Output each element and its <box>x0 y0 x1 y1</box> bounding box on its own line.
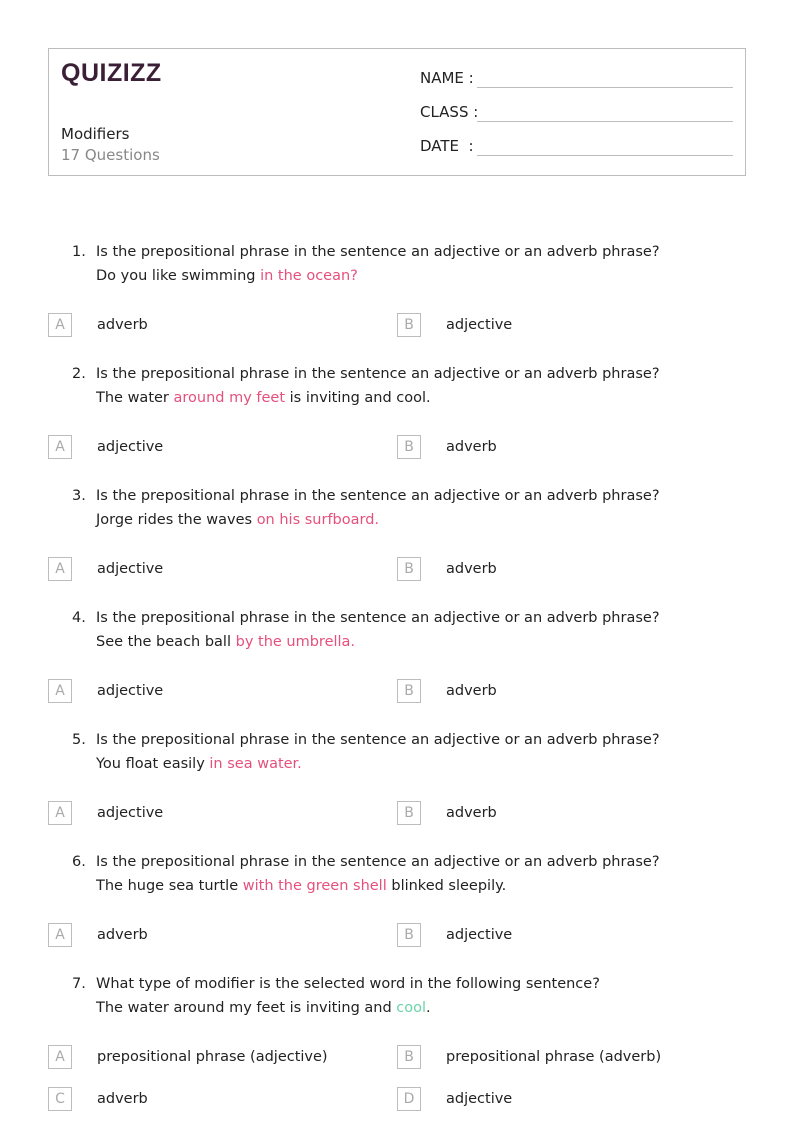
highlighted-phrase: around my feet <box>173 390 286 406</box>
name-field[interactable] <box>420 69 474 87</box>
question-item <box>48 606 748 703</box>
answer-option[interactable] <box>397 435 746 459</box>
question-sentence <box>96 264 748 288</box>
question-prompt: Is the prepositional phrase in the sentence an adjective or an adverb phrase? <box>96 244 660 260</box>
name-line <box>477 87 733 88</box>
date-line <box>477 155 733 156</box>
quizizz-logo: QUIZIZZ <box>61 59 162 87</box>
option-text: adjective <box>446 1091 513 1107</box>
question-number: 4. <box>72 610 86 626</box>
option-letter-box: A <box>48 1045 72 1069</box>
date-label: DATE : <box>420 137 474 155</box>
option-text: adverb <box>446 683 497 699</box>
option-text: adjective <box>97 683 164 699</box>
option-letter-box: B <box>397 923 421 947</box>
option-text: adjective <box>97 561 164 577</box>
option-text: adjective <box>446 317 513 333</box>
question-sentence <box>96 752 748 776</box>
question-list <box>48 240 748 1123</box>
answer-options <box>48 1045 748 1111</box>
option-text: adverb <box>97 317 148 333</box>
question-number: 6. <box>72 854 86 870</box>
answer-option[interactable] <box>48 1087 397 1111</box>
answer-option[interactable] <box>397 1087 746 1111</box>
question-number: 2. <box>72 366 86 382</box>
highlighted-phrase: in the ocean? <box>260 268 358 284</box>
sentence-text: The water around my feet is inviting and <box>96 1000 397 1016</box>
option-text: adverb <box>97 1091 148 1107</box>
answer-option[interactable] <box>397 923 746 947</box>
question-item <box>48 728 748 825</box>
question-sentence <box>96 386 748 410</box>
class-line <box>477 121 733 122</box>
answer-options <box>48 801 748 825</box>
highlighted-phrase: in sea water. <box>209 756 302 772</box>
option-text: adverb <box>446 561 497 577</box>
answer-option[interactable] <box>397 679 746 703</box>
option-letter-box: B <box>397 1045 421 1069</box>
answer-option[interactable] <box>48 923 397 947</box>
question-prompt: Is the prepositional phrase in the sentence an adjective or an adverb phrase? <box>96 854 660 870</box>
question-prompt: Is the prepositional phrase in the sentence an adjective or an adverb phrase? <box>96 610 660 626</box>
highlighted-phrase: on his surfboard. <box>256 512 380 528</box>
answer-options <box>48 435 748 459</box>
date-field[interactable] <box>420 137 474 155</box>
question-item <box>48 240 748 337</box>
option-letter-box: B <box>397 557 421 581</box>
option-text: prepositional phrase (adverb) <box>446 1049 662 1065</box>
question-prompt: Is the prepositional phrase in the sentence an adjective or an adverb phrase? <box>96 488 660 504</box>
answer-option[interactable] <box>48 313 397 337</box>
answer-options <box>48 679 748 703</box>
option-letter-box: D <box>397 1087 421 1111</box>
worksheet-title: Modifiers <box>61 125 130 143</box>
question-sentence <box>96 874 748 898</box>
option-letter-box: A <box>48 801 72 825</box>
answer-option[interactable] <box>48 679 397 703</box>
sentence-text: . <box>426 1000 431 1016</box>
option-letter-box: B <box>397 435 421 459</box>
option-text: adverb <box>97 927 148 943</box>
question-prompt: What type of modifier is the selected word in the following sentence? <box>96 976 600 992</box>
question-prompt: Is the prepositional phrase in the sentence an adjective or an adverb phrase? <box>96 732 660 748</box>
option-text: prepositional phrase (adjective) <box>97 1049 328 1065</box>
sentence-text: The huge sea turtle <box>96 878 243 894</box>
highlighted-phrase: cool <box>396 1000 427 1016</box>
answer-options <box>48 557 748 581</box>
answer-option[interactable] <box>48 1045 397 1069</box>
answer-options <box>48 313 748 337</box>
highlighted-phrase: by the umbrella. <box>235 634 356 650</box>
question-sentence <box>96 630 748 654</box>
sentence-text: Jorge rides the waves <box>96 512 257 528</box>
option-letter-box: C <box>48 1087 72 1111</box>
question-sentence <box>96 508 748 532</box>
option-text: adjective <box>97 805 164 821</box>
question-item <box>48 484 748 581</box>
option-text: adjective <box>446 927 513 943</box>
worksheet-header <box>48 48 746 176</box>
sentence-text: See the beach ball <box>96 634 236 650</box>
question-item <box>48 972 748 1111</box>
question-count: 17 Questions <box>61 146 160 164</box>
highlighted-phrase: with the green shell <box>242 878 387 894</box>
option-letter-box: B <box>397 679 421 703</box>
sentence-text: is inviting and cool. <box>285 390 431 406</box>
option-letter-box: B <box>397 313 421 337</box>
name-label: NAME : <box>420 69 474 87</box>
sentence-text: The water <box>96 390 174 406</box>
answer-option[interactable] <box>397 313 746 337</box>
question-item <box>48 850 748 947</box>
option-letter-box: A <box>48 557 72 581</box>
answer-option[interactable] <box>397 801 746 825</box>
question-prompt: Is the prepositional phrase in the sentence an adjective or an adverb phrase? <box>96 366 660 382</box>
option-letter-box: A <box>48 435 72 459</box>
question-sentence <box>96 996 748 1020</box>
answer-option[interactable] <box>397 1045 746 1069</box>
class-label: CLASS : <box>420 103 479 121</box>
answer-options <box>48 923 748 947</box>
option-letter-box: B <box>397 801 421 825</box>
option-text: adverb <box>446 439 497 455</box>
answer-option[interactable] <box>397 557 746 581</box>
answer-option[interactable] <box>48 435 397 459</box>
option-letter-box: A <box>48 923 72 947</box>
sentence-text: Do you like swimming <box>96 268 261 284</box>
option-letter-box: A <box>48 313 72 337</box>
answer-option[interactable] <box>48 801 397 825</box>
question-number: 1. <box>72 244 86 260</box>
option-letter-box: A <box>48 679 72 703</box>
answer-option[interactable] <box>48 557 397 581</box>
question-number: 7. <box>72 976 86 992</box>
sentence-text: blinked sleepily. <box>386 878 507 894</box>
sentence-text: You float easily <box>96 756 210 772</box>
option-text: adjective <box>97 439 164 455</box>
question-number: 3. <box>72 488 86 504</box>
question-item <box>48 362 748 459</box>
question-number: 5. <box>72 732 86 748</box>
class-field[interactable] <box>420 103 478 121</box>
option-text: adverb <box>446 805 497 821</box>
